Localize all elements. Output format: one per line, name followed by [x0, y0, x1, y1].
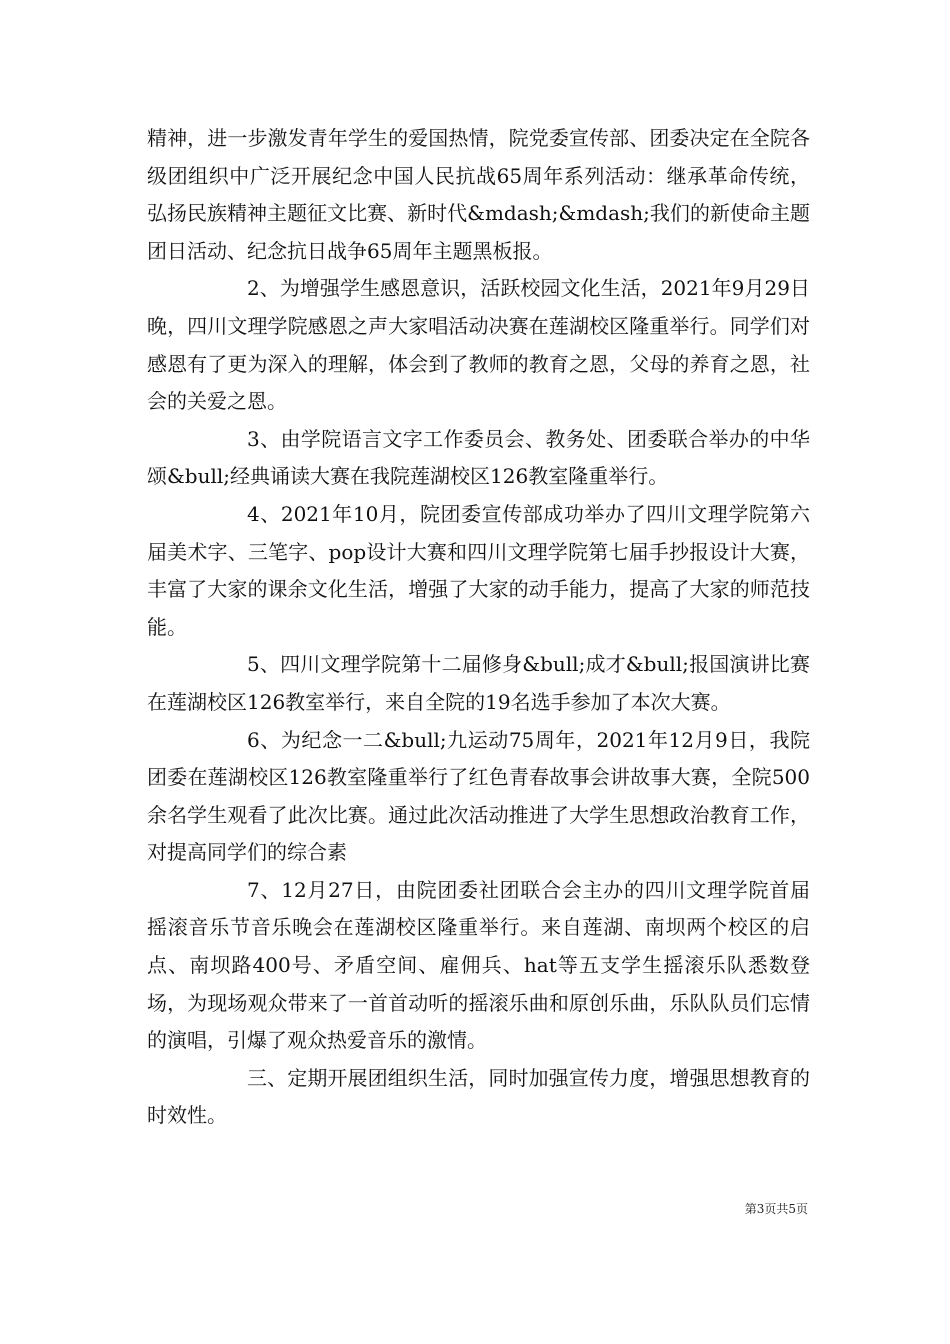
page-number: 第3页共5页 — [744, 1202, 808, 1216]
document-body — [147, 120, 810, 1135]
paragraph-item-7: 7、12月27日，由院团委社团联合会主办的四川文理学院首届摇滚音乐节音乐晚会在莲湖校区隆重举行。来自莲湖、南坝两个校区的启点、南坝路400号、矛盾空间、雇佣兵、hat等五支学生摇滚乐队悉数登场，为现场观众带来了一首首动听的摇滚乐曲和原创乐曲，乐队队员们忘情的演唱，引爆了观众热爱音乐的激情。 — [147, 877, 810, 1053]
paragraph-item-5: 5、四川文理学院第十二届修身&bull;成才&bull;报国演讲比赛在莲湖校区126教室举行，来自全院的19名选手参加了本次大赛。 — [147, 652, 810, 714]
paragraph-continuation: 精神，进一步激发青年学生的爱国热情，院党委宣传部、团委决定在全院各级团组织中广泛开展纪念中国人民抗战65周年系列活动：继承革命传统，弘扬民族精神主题征文比赛、新时代&mdash;&mdash;我们的新使命主题团日活动、纪念抗日战争65周年主题黑板报。 — [147, 126, 810, 263]
paragraph-section-3: 三、定期开展团组织生活，同时加强宣传力度，增强思想教育的时效性。 — [147, 1065, 810, 1128]
paragraph-item-6: 6、为纪念一二&bull;九运动75周年，2021年12月9日，我院团委在莲湖校区126教室隆重举行了红色青春故事会讲故事大赛，全院500余名学生观看了此次比赛。通过此次活动推进了大学生思想政治教育工作，对提高同学们的综合素 — [147, 727, 810, 865]
paragraph-item-4: 4、2021年10月，院团委宣传部成功举办了四川文理学院第六届美术字、三笔字、pop设计大赛和四川文理学院第七届手抄报设计大赛，丰富了大家的课余文化生活，增强了大家的动手能力，提高了大家的师范技能。 — [147, 501, 810, 639]
paragraph-item-2: 2、为增强学生感恩意识，活跃校园文化生活，2021年9月29日晚，四川文理学院感恩之声大家唱活动决赛在莲湖校区隆重举行。同学们对感恩有了更为深入的理解，体会到了教师的教育之恩，父母的养育之恩，社会的关爱之恩。 — [147, 276, 810, 414]
paragraph-item-3: 3、由学院语言文字工作委员会、教务处、团委联合举办的中华颂&bull;经典诵读大赛在我院莲湖校区126教室隆重举行。 — [147, 426, 810, 489]
